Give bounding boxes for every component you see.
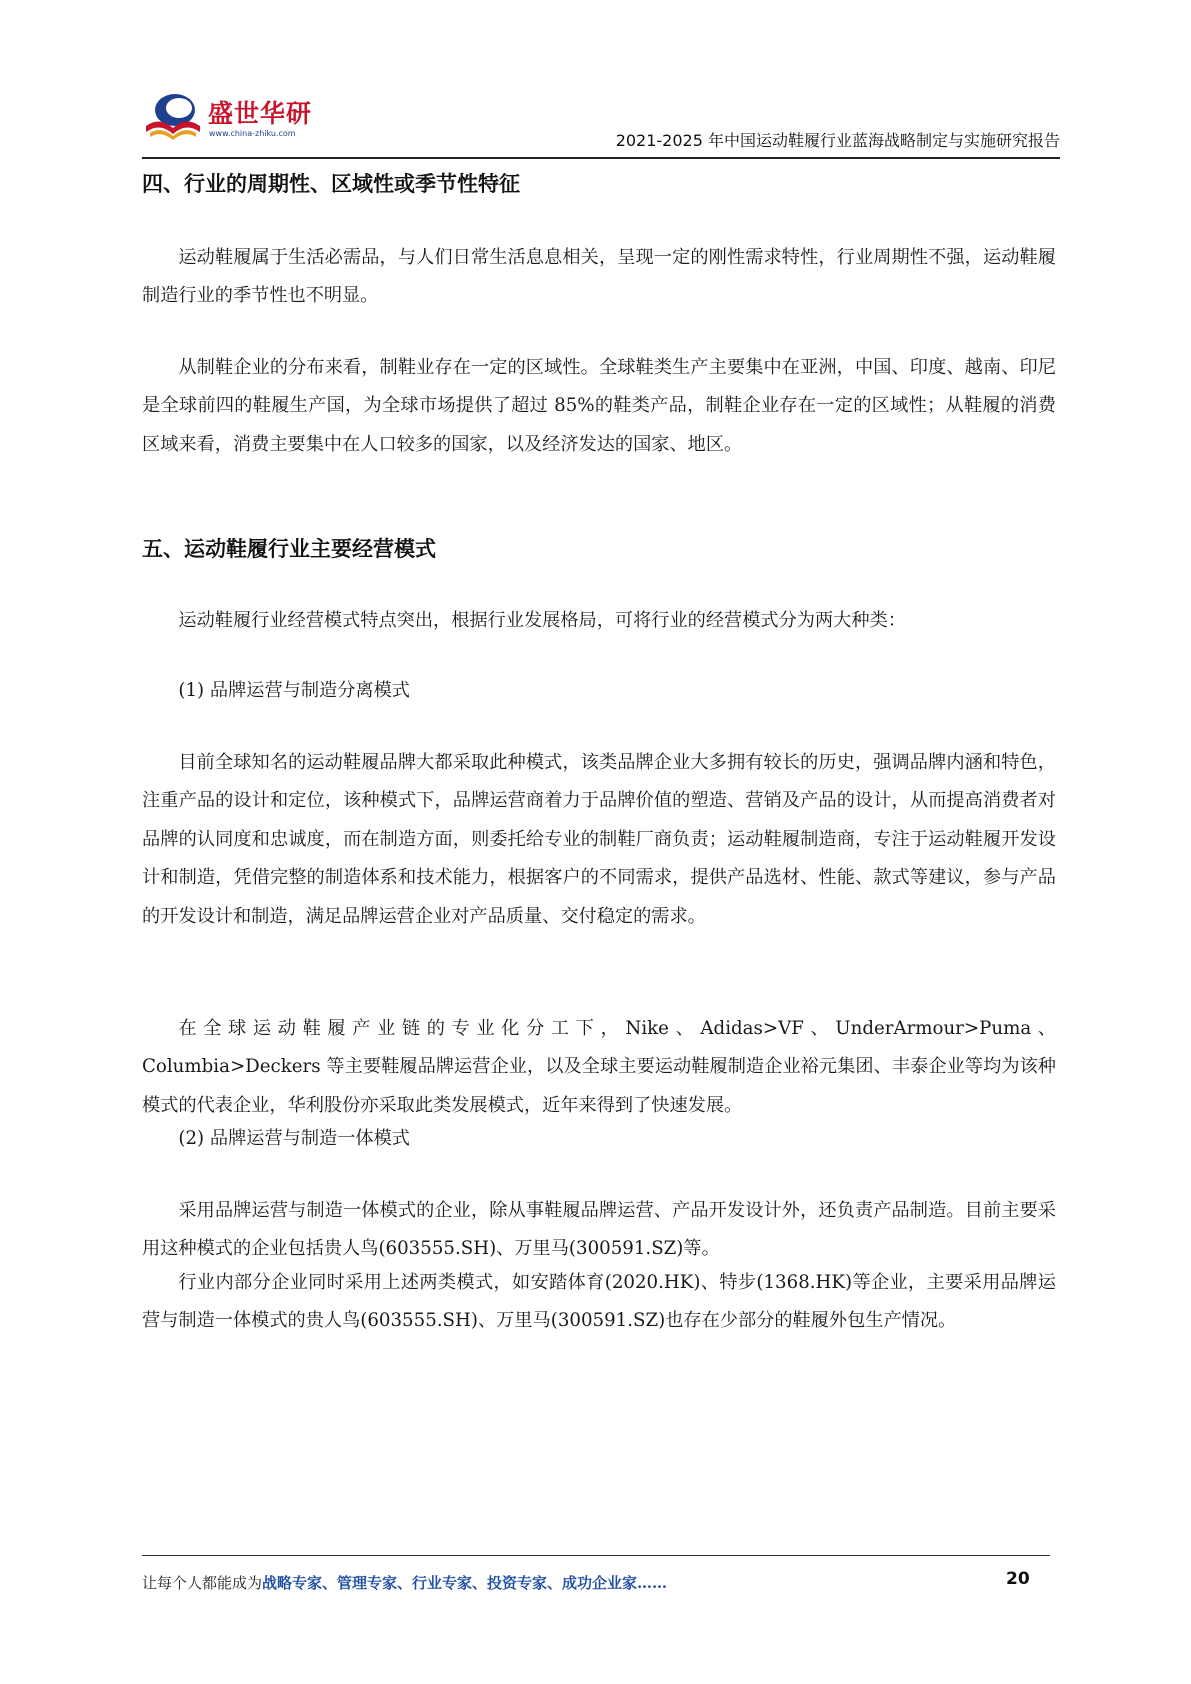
paragraph: 运动鞋履属于生活必需品，与人们日常生活息息相关，呈现一定的刚性需求特性，行业周期性不强，运动鞋履制造行业的季节性也不明显。 bbox=[142, 247, 1056, 307]
subsection-title: (1) 品牌运营与制造分离模式 bbox=[178, 680, 410, 701]
section-heading: 五、运动鞋履行业主要经营模式 bbox=[142, 537, 436, 561]
paragraph: 运动鞋履行业经营模式特点突出，根据行业发展格局，可将行业的经营模式分为两大种类： bbox=[178, 610, 906, 631]
paragraph: 行业内部分企业同时采用上述两类模式，如安踏体育(2020.HK)、特步(1368.HK)等企业，主要采用品牌运营与制造一体模式的贵人鸟(603555.SH)、万里马(300591.SZ)也存在少部分的鞋履外包生产情况。 bbox=[142, 1272, 1056, 1332]
report-title: 2021-2025 年中国运动鞋履行业蓝海战略制定与实施研究报告 bbox=[615, 131, 1060, 150]
page-number: 20 bbox=[1006, 1569, 1030, 1589]
section-heading: 四、行业的周期性、区域性或季节性特征 bbox=[142, 172, 520, 196]
footer-highlight: 战略专家、管理专家、行业专家、投资专家、成功企业家…… bbox=[262, 1574, 668, 1592]
paragraph: 采用品牌运营与制造一体模式的企业，除从事鞋履品牌运营、产品开发设计外，还负责产品制造。目前主要采用这种模式的企业包括贵人鸟(603555.SH)、万里马(300591.SZ)等。 bbox=[142, 1200, 1056, 1260]
paragraph: 在全球运动鞋履产业链的专业化分工下，Nike、Adidas>VF、UnderArmour>Puma、Columbia>Deckers 等主要鞋履品牌运营企业，以及全球主要运动鞋履制造企业裕元集团、丰泰企业等均为该种模式的代表企业，华利股份亦采取此类发展模式，近年来得到了快速发展。 bbox=[142, 1018, 1056, 1116]
paragraph: 从制鞋企业的分布来看，制鞋业存在一定的区域性。全球鞋类生产主要集中在亚洲，中国、印度、越南、印尼是全球前四的鞋履生产国，为全球市场提供了超过 85%的鞋类产品，制鞋企业存在一定的区域性；从鞋履的消费区域来看，消费主要集中在人口较多的国家，以及经济发达的国家、地区。 bbox=[142, 357, 1056, 455]
logo-url: www.china-zhiku.com bbox=[209, 129, 296, 138]
logo-title: 盛世华研 bbox=[208, 99, 313, 128]
footer-divider bbox=[142, 1555, 1050, 1556]
paragraph: 目前全球知名的运动鞋履品牌大都采取此种模式，该类品牌企业大多拥有较长的历史，强调品牌内涵和特色，注重产品的设计和定位，该种模式下，品牌运营商着力于品牌价值的塑造、营销及产品的设计，从而提高消费者对品牌的认同度和忠诚度，而在制造方面，则委托给专业的制鞋厂商负责；运动鞋履制造商，专注于运动鞋履开发设计和制造，凭借完整的制造体系和技术能力，根据客户的不同需求，提供产品选材、性能、款式等建议，参与产品的开发设计和制造，满足品牌运营企业对产品质量、交付稳定的需求。 bbox=[142, 752, 1056, 927]
company-logo bbox=[142, 84, 322, 150]
footer-prefix: 让每个人都能成为 bbox=[142, 1574, 263, 1592]
page-header bbox=[142, 84, 1060, 158]
book-swoosh-icon bbox=[142, 86, 204, 146]
subsection-title: (2) 品牌运营与制造一体模式 bbox=[178, 1128, 410, 1149]
header-divider bbox=[142, 157, 1060, 159]
footer-slogan bbox=[142, 1572, 667, 1593]
